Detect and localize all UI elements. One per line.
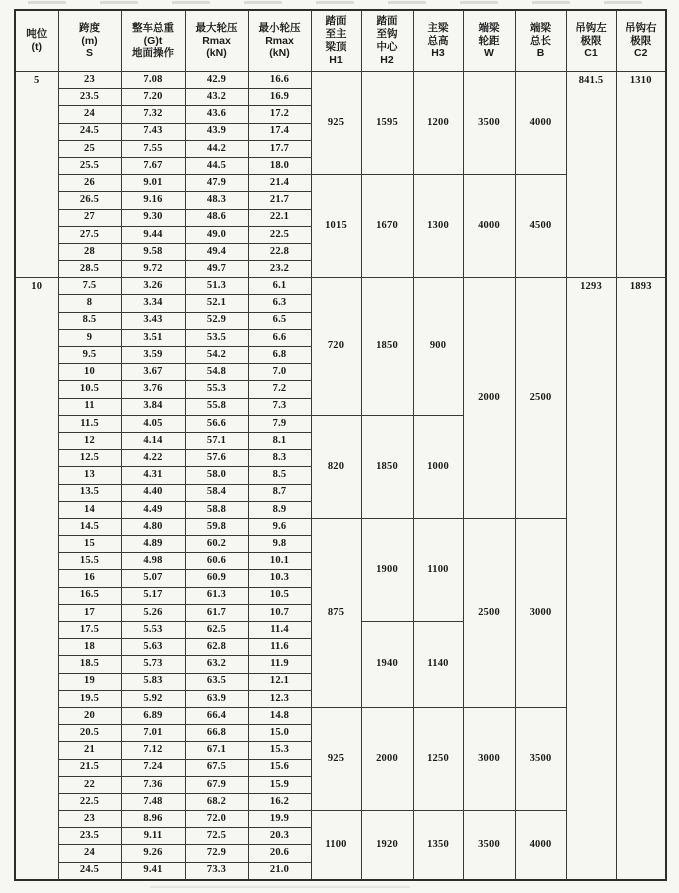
total-weight-cell: 7.20 [121,89,185,106]
span-cell: 8 [58,295,121,312]
max-wheel-load-cell: 49.4 [185,243,248,260]
h2-cell: 1850 [361,278,413,416]
min-wheel-load-cell: 21.0 [248,862,311,880]
total-weight-cell: 3.51 [121,329,185,346]
span-cell: 17 [58,604,121,621]
w-cell: 2500 [463,518,515,707]
min-wheel-load-cell: 22.5 [248,226,311,243]
scan-artifact-top [28,1,658,4]
c1-cell: 1293 [566,278,616,880]
max-wheel-load-cell: 63.2 [185,656,248,673]
total-weight-cell: 7.01 [121,725,185,742]
h2-cell: 1595 [361,72,413,175]
max-wheel-load-cell: 58.0 [185,467,248,484]
span-cell: 24 [58,106,121,123]
h3-cell: 1100 [413,518,463,621]
h3-cell: 1250 [413,707,463,810]
max-wheel-load-cell: 60.2 [185,536,248,553]
max-wheel-load-cell: 73.3 [185,862,248,880]
min-wheel-load-cell: 22.8 [248,243,311,260]
max-wheel-load-cell: 57.1 [185,432,248,449]
total-weight-cell: 7.36 [121,776,185,793]
total-weight-cell: 7.08 [121,72,185,89]
max-wheel-load-cell: 43.2 [185,89,248,106]
span-cell: 11.5 [58,415,121,432]
max-wheel-load-cell: 52.9 [185,312,248,329]
h1-cell: 925 [311,707,361,810]
max-wheel-load-cell: 48.3 [185,192,248,209]
min-wheel-load-cell: 11.4 [248,622,311,639]
max-wheel-load-cell: 53.5 [185,329,248,346]
max-wheel-load-cell: 55.3 [185,381,248,398]
min-wheel-load-cell: 10.3 [248,570,311,587]
span-cell: 18.5 [58,656,121,673]
total-weight-cell: 5.53 [121,622,185,639]
span-cell: 13.5 [58,484,121,501]
span-cell: 26.5 [58,192,121,209]
min-wheel-load-cell: 23.2 [248,261,311,278]
b-cell: 2500 [515,278,566,519]
max-wheel-load-cell: 54.2 [185,347,248,364]
total-weight-cell: 4.31 [121,467,185,484]
b-header: 端梁 总长 B [515,10,566,72]
min-wheel-load-cell: 7.3 [248,398,311,415]
b-cell: 3500 [515,707,566,810]
h1-cell: 875 [311,518,361,707]
tonnage-cell: 5 [15,72,58,278]
min-wheel-load-cell: 10.7 [248,604,311,621]
h2-cell: 1850 [361,415,413,518]
total-weight-cell: 7.24 [121,759,185,776]
max-wheel-load-cell: 43.6 [185,106,248,123]
c2-cell: 1893 [616,278,666,880]
total-weight-cell: 5.92 [121,690,185,707]
min-wheel-load-cell: 6.6 [248,329,311,346]
span-cell: 20 [58,707,121,724]
h2-header: 踏面 至钩 中心 H2 [361,10,413,72]
w-cell: 4000 [463,175,515,278]
min-wheel-load-cell: 18.0 [248,157,311,174]
span-cell: 28 [58,243,121,260]
total-weight-cell: 7.12 [121,742,185,759]
span-cell: 15.5 [58,553,121,570]
w-header: 端梁 轮距 W [463,10,515,72]
total-weight-cell: 9.16 [121,192,185,209]
total-weight-cell: 5.63 [121,639,185,656]
max-wheel-load-cell: 60.9 [185,570,248,587]
h3-cell: 1300 [413,175,463,278]
max-wheel-load-cell: 57.6 [185,450,248,467]
scan-artifact-bottom [150,886,410,888]
max-wheel-load-cell: 44.5 [185,157,248,174]
min-wheel-load-cell: 8.3 [248,450,311,467]
h2-cell: 1940 [361,622,413,708]
h1-cell: 1015 [311,175,361,278]
h2-cell: 1670 [361,175,413,278]
max-wheel-load-cell: 67.1 [185,742,248,759]
min-wheel-load-cell: 16.6 [248,72,311,89]
span-cell: 19 [58,673,121,690]
c1-header: 吊钩左 极限 C1 [566,10,616,72]
max-wheel-load-cell: 63.5 [185,673,248,690]
h3-cell: 1000 [413,415,463,518]
span-cell: 25.5 [58,157,121,174]
min-wheel-load-cell: 10.1 [248,553,311,570]
max-wheel-load-cell: 56.6 [185,415,248,432]
span-cell: 21 [58,742,121,759]
span-cell: 16.5 [58,587,121,604]
span-cell: 16 [58,570,121,587]
tonnage-header: 吨位 (t) [15,10,58,72]
span-cell: 26 [58,175,121,192]
h1-cell: 925 [311,72,361,175]
min-wheel-load-cell: 22.1 [248,209,311,226]
min-wheel-load-header: 最小轮压 Rmax (kN) [248,10,311,72]
span-cell: 23.5 [58,828,121,845]
max-wheel-load-cell: 63.9 [185,690,248,707]
total-weight-cell: 9.01 [121,175,185,192]
span-cell: 28.5 [58,261,121,278]
total-weight-cell: 5.07 [121,570,185,587]
span-cell: 25 [58,140,121,157]
span-cell: 24.5 [58,862,121,880]
span-cell: 21.5 [58,759,121,776]
max-wheel-load-cell: 51.3 [185,278,248,295]
span-cell: 23.5 [58,89,121,106]
total-weight-cell: 7.55 [121,140,185,157]
min-wheel-load-cell: 7.2 [248,381,311,398]
span-cell: 20.5 [58,725,121,742]
total-weight-cell: 3.84 [121,398,185,415]
table-body [15,72,666,880]
max-wheel-load-cell: 59.8 [185,518,248,535]
span-cell: 23 [58,811,121,828]
h3-cell: 1200 [413,72,463,175]
min-wheel-load-cell: 17.4 [248,123,311,140]
max-wheel-load-cell: 62.5 [185,622,248,639]
min-wheel-load-cell: 8.5 [248,467,311,484]
h2-cell: 1920 [361,811,413,880]
max-wheel-load-cell: 68.2 [185,793,248,810]
min-wheel-load-cell: 17.2 [248,106,311,123]
tonnage-cell: 10 [15,278,58,880]
max-wheel-load-header: 最大轮压 Rmax (kN) [185,10,248,72]
total-weight-cell: 3.26 [121,278,185,295]
min-wheel-load-cell: 8.1 [248,432,311,449]
header-row [15,10,666,72]
h1-cell: 820 [311,415,361,518]
min-wheel-load-cell: 7.0 [248,364,311,381]
w-cell: 2000 [463,278,515,519]
h1-cell: 720 [311,278,361,416]
min-wheel-load-cell: 8.7 [248,484,311,501]
total-weight-cell: 7.32 [121,106,185,123]
min-wheel-load-cell: 11.6 [248,639,311,656]
b-cell: 4000 [515,72,566,175]
total-weight-cell: 3.34 [121,295,185,312]
min-wheel-load-cell: 14.8 [248,707,311,724]
max-wheel-load-cell: 54.8 [185,364,248,381]
span-cell: 12.5 [58,450,121,467]
min-wheel-load-cell: 6.8 [248,347,311,364]
total-weight-cell: 7.48 [121,793,185,810]
h3-cell: 1140 [413,622,463,708]
max-wheel-load-cell: 61.7 [185,604,248,621]
w-cell: 3500 [463,72,515,175]
total-weight-cell: 4.89 [121,536,185,553]
min-wheel-load-cell: 17.7 [248,140,311,157]
min-wheel-load-cell: 21.4 [248,175,311,192]
span-cell: 27 [58,209,121,226]
total-weight-cell: 4.80 [121,518,185,535]
w-cell: 3000 [463,707,515,810]
w-cell: 3500 [463,811,515,880]
span-cell: 11 [58,398,121,415]
min-wheel-load-cell: 6.5 [248,312,311,329]
max-wheel-load-cell: 42.9 [185,72,248,89]
h3-header: 主梁 总高 H3 [413,10,463,72]
c1-cell: 841.5 [566,72,616,278]
c2-cell: 1310 [616,72,666,278]
h2-cell: 1900 [361,518,413,621]
max-wheel-load-cell: 67.9 [185,776,248,793]
table-row [15,72,666,89]
total-weight-cell: 9.41 [121,862,185,880]
h1-cell: 1100 [311,811,361,880]
total-weight-cell: 3.67 [121,364,185,381]
total-weight-cell: 9.30 [121,209,185,226]
span-cell: 22.5 [58,793,121,810]
total-weight-cell: 7.43 [121,123,185,140]
span-cell: 18 [58,639,121,656]
max-wheel-load-cell: 58.8 [185,501,248,518]
total-weight-cell: 4.98 [121,553,185,570]
total-weight-cell: 9.72 [121,261,185,278]
span-cell: 7.5 [58,278,121,295]
total-weight-cell: 7.67 [121,157,185,174]
total-weight-cell: 5.26 [121,604,185,621]
span-cell: 17.5 [58,622,121,639]
total-weight-cell: 6.89 [121,707,185,724]
h1-header: 踏面 至主 梁顶 H1 [311,10,361,72]
crane-spec-table [14,9,667,881]
total-weight-header: 整车总重 (G)t 地面操作 [121,10,185,72]
min-wheel-load-cell: 15.3 [248,742,311,759]
min-wheel-load-cell: 9.8 [248,536,311,553]
span-header: 跨度 (m) S [58,10,121,72]
max-wheel-load-cell: 49.0 [185,226,248,243]
span-cell: 14 [58,501,121,518]
span-cell: 15 [58,536,121,553]
span-cell: 24 [58,845,121,862]
max-wheel-load-cell: 49.7 [185,261,248,278]
total-weight-cell: 5.83 [121,673,185,690]
max-wheel-load-cell: 52.1 [185,295,248,312]
total-weight-cell: 5.73 [121,656,185,673]
c2-header: 吊钩右 极限 C2 [616,10,666,72]
span-cell: 9.5 [58,347,121,364]
h3-cell: 1350 [413,811,463,880]
max-wheel-load-cell: 66.8 [185,725,248,742]
total-weight-cell: 9.58 [121,243,185,260]
total-weight-cell: 3.76 [121,381,185,398]
total-weight-cell: 4.40 [121,484,185,501]
span-cell: 8.5 [58,312,121,329]
span-cell: 10 [58,364,121,381]
max-wheel-load-cell: 43.9 [185,123,248,140]
min-wheel-load-cell: 12.3 [248,690,311,707]
b-cell: 4500 [515,175,566,278]
min-wheel-load-cell: 20.3 [248,828,311,845]
min-wheel-load-cell: 20.6 [248,845,311,862]
total-weight-cell: 4.49 [121,501,185,518]
span-cell: 9 [58,329,121,346]
min-wheel-load-cell: 7.9 [248,415,311,432]
b-cell: 3000 [515,518,566,707]
total-weight-cell: 9.11 [121,828,185,845]
min-wheel-load-cell: 6.3 [248,295,311,312]
max-wheel-load-cell: 67.5 [185,759,248,776]
min-wheel-load-cell: 21.7 [248,192,311,209]
total-weight-cell: 9.26 [121,845,185,862]
max-wheel-load-cell: 72.9 [185,845,248,862]
min-wheel-load-cell: 8.9 [248,501,311,518]
max-wheel-load-cell: 48.6 [185,209,248,226]
span-cell: 24.5 [58,123,121,140]
min-wheel-load-cell: 11.9 [248,656,311,673]
total-weight-cell: 4.14 [121,432,185,449]
b-cell: 4000 [515,811,566,880]
span-cell: 19.5 [58,690,121,707]
table-row [15,278,666,295]
min-wheel-load-cell: 6.1 [248,278,311,295]
h2-cell: 2000 [361,707,413,810]
total-weight-cell: 3.43 [121,312,185,329]
min-wheel-load-cell: 12.1 [248,673,311,690]
total-weight-cell: 4.05 [121,415,185,432]
total-weight-cell: 3.59 [121,347,185,364]
max-wheel-load-cell: 61.3 [185,587,248,604]
max-wheel-load-cell: 58.4 [185,484,248,501]
span-cell: 23 [58,72,121,89]
total-weight-cell: 9.44 [121,226,185,243]
max-wheel-load-cell: 60.6 [185,553,248,570]
max-wheel-load-cell: 72.5 [185,828,248,845]
total-weight-cell: 4.22 [121,450,185,467]
min-wheel-load-cell: 16.2 [248,793,311,810]
max-wheel-load-cell: 47.9 [185,175,248,192]
max-wheel-load-cell: 62.8 [185,639,248,656]
min-wheel-load-cell: 15.9 [248,776,311,793]
max-wheel-load-cell: 72.0 [185,811,248,828]
min-wheel-load-cell: 9.6 [248,518,311,535]
span-cell: 27.5 [58,226,121,243]
max-wheel-load-cell: 55.8 [185,398,248,415]
min-wheel-load-cell: 15.0 [248,725,311,742]
table-header [15,10,666,72]
span-cell: 14.5 [58,518,121,535]
min-wheel-load-cell: 10.5 [248,587,311,604]
max-wheel-load-cell: 44.2 [185,140,248,157]
span-cell: 12 [58,432,121,449]
h3-cell: 900 [413,278,463,416]
span-cell: 13 [58,467,121,484]
max-wheel-load-cell: 66.4 [185,707,248,724]
total-weight-cell: 8.96 [121,811,185,828]
span-cell: 10.5 [58,381,121,398]
min-wheel-load-cell: 16.9 [248,89,311,106]
span-cell: 22 [58,776,121,793]
min-wheel-load-cell: 15.6 [248,759,311,776]
total-weight-cell: 5.17 [121,587,185,604]
min-wheel-load-cell: 19.9 [248,811,311,828]
